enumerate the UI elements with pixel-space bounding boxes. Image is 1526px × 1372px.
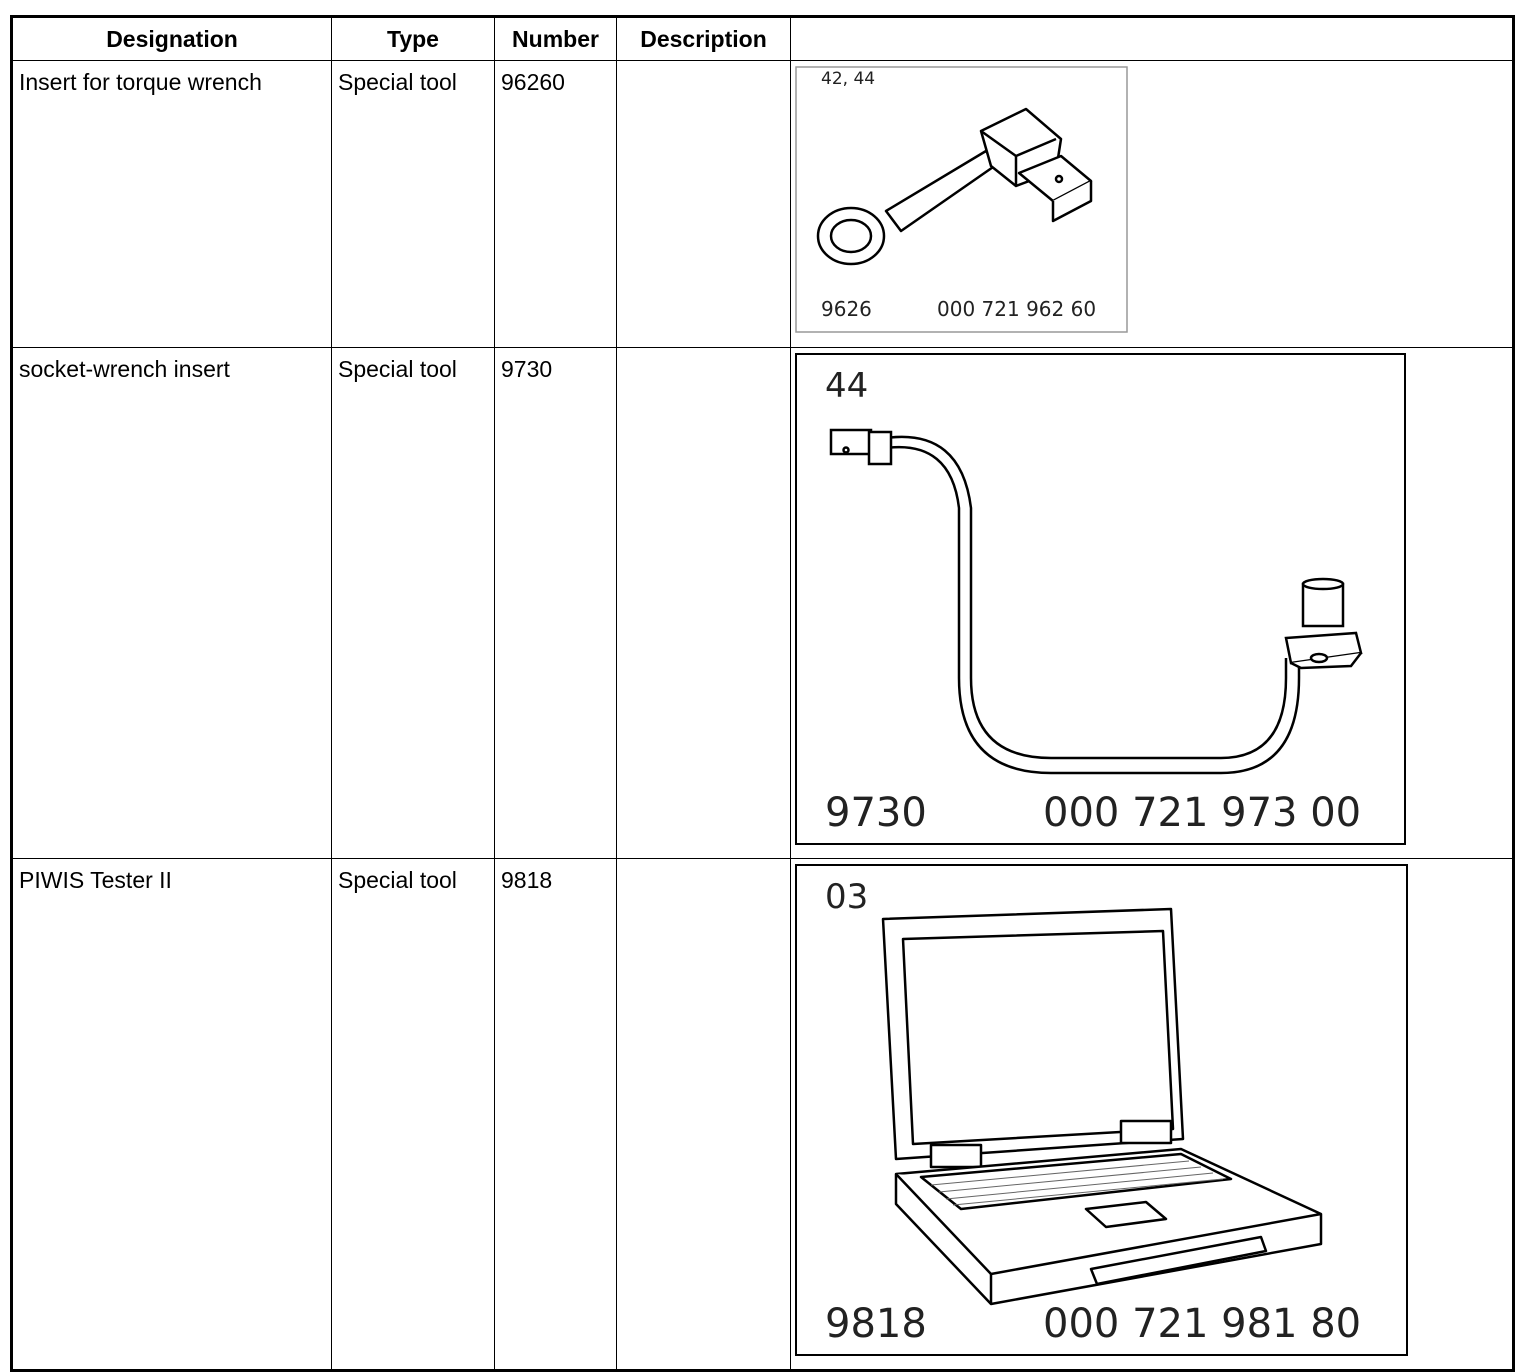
- cell-number: 96260: [495, 61, 617, 348]
- table-row: [12, 859, 1514, 1371]
- tool-figure: [791, 859, 1514, 1361]
- table-header-row: [12, 17, 1514, 61]
- header-number: Number: [495, 17, 617, 61]
- special-tools-table: [10, 15, 1515, 1372]
- tool-figure: [791, 348, 1514, 850]
- cell-description: [617, 348, 791, 859]
- table-row: [12, 348, 1514, 859]
- cell-description: [617, 859, 791, 1371]
- cell-number: 9818: [495, 859, 617, 1371]
- cell-image: [791, 859, 1514, 1371]
- cell-type: Special tool: [332, 859, 495, 1371]
- table-row: [12, 61, 1514, 348]
- figure-reference: 44: [825, 366, 869, 406]
- figure-part-number: 000 721 962 60: [937, 297, 1097, 321]
- socket-wrench-insert-icon: [791, 348, 1514, 850]
- cell-designation: socket-wrench insert: [12, 348, 332, 859]
- header-image: [791, 17, 1514, 61]
- figure-tool-number: 9626: [821, 297, 872, 321]
- cell-type: Special tool: [332, 348, 495, 859]
- laptop-tester-icon: [791, 859, 1514, 1361]
- cell-number: 9730: [495, 348, 617, 859]
- cell-image: [791, 348, 1514, 859]
- figure-tool-number: 9818: [825, 1301, 927, 1347]
- torque-wrench-insert-icon: [791, 61, 1514, 339]
- figure-tool-number: 9730: [825, 790, 927, 836]
- header-type: Type: [332, 17, 495, 61]
- figure-part-number: 000 721 973 00: [1043, 790, 1362, 836]
- figure-reference: 42, 44: [821, 69, 876, 89]
- figure-reference: 03: [825, 877, 869, 917]
- cell-image: [791, 61, 1514, 348]
- cell-designation: PIWIS Tester II: [12, 859, 332, 1371]
- header-description: Description: [617, 17, 791, 61]
- header-designation: Designation: [12, 17, 332, 61]
- cell-description: [617, 61, 791, 348]
- cell-designation: Insert for torque wrench: [12, 61, 332, 348]
- cell-type: Special tool: [332, 61, 495, 348]
- tool-figure: [791, 61, 1514, 339]
- figure-part-number: 000 721 981 80: [1043, 1301, 1362, 1347]
